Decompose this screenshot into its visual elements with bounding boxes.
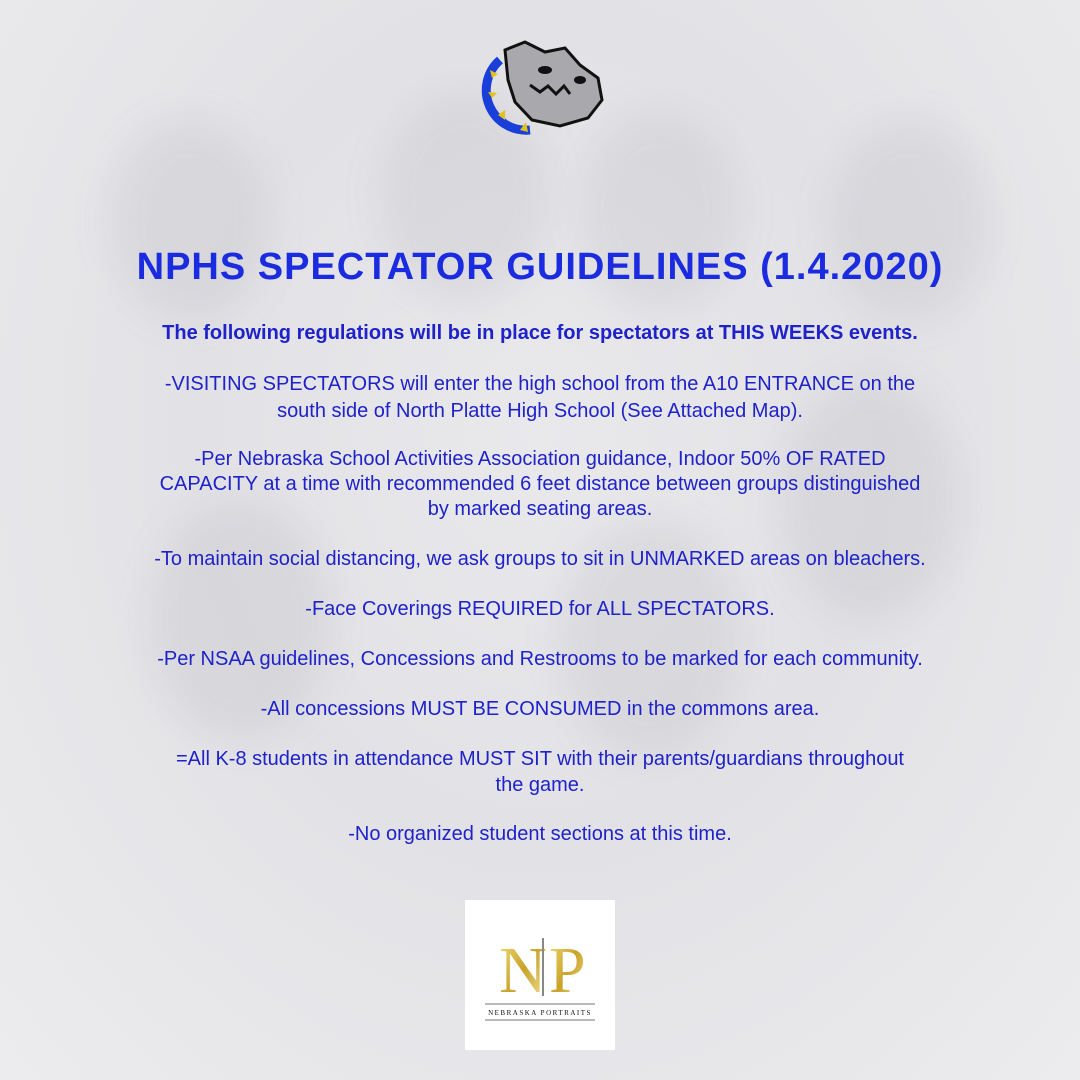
svg-text:N: N xyxy=(499,934,547,1007)
subtitle: The following regulations will be in place for spectators at THIS WEEKS events. xyxy=(162,322,918,344)
guideline-student-sections: -No organized student sections at this time. xyxy=(348,823,732,845)
guideline-capacity-line2: CAPACITY at a time with recommended 6 feet distance between groups distinguished xyxy=(159,473,921,495)
guideline-visiting-line1: -VISITING SPECTATORS will enter the high school from the A10 ENTRANCE on the xyxy=(164,373,916,395)
guideline-visiting-line2: south side of North Platte High School (See Attached Map). xyxy=(277,400,803,422)
guideline-face-coverings: -Face Coverings REQUIRED for ALL SPECTATORS. xyxy=(305,598,775,620)
guideline-distancing: -To maintain social distancing, we ask groups to sit in UNMARKED areas on bleachers. xyxy=(154,548,926,570)
guideline-consumed: -All concessions MUST BE CONSUMED in the commons area. xyxy=(260,698,820,720)
guideline-concessions-restrooms: -Per NSAA guidelines, Concessions and Restrooms to be marked for each community. xyxy=(157,648,923,670)
guideline-k8-line1: =All K-8 students in attendance MUST SIT with their parents/guardians throughout xyxy=(175,748,904,770)
nebraska-portraits-logo xyxy=(465,900,615,1050)
page-title: NPHS SPECTATOR GUIDELINES (1.4.2020) xyxy=(136,246,944,288)
svg-text:NEBRASKA PORTRAITS: NEBRASKA PORTRAITS xyxy=(488,1009,592,1017)
guideline-capacity-line3: by marked seating areas. xyxy=(427,498,653,520)
guideline-k8-line2: the game. xyxy=(495,774,585,796)
bulldog-logo xyxy=(470,30,610,140)
guideline-capacity-line1: -Per Nebraska School Activities Association guidance, Indoor 50% OF RATED xyxy=(194,448,886,470)
svg-text:P: P xyxy=(549,934,586,1007)
